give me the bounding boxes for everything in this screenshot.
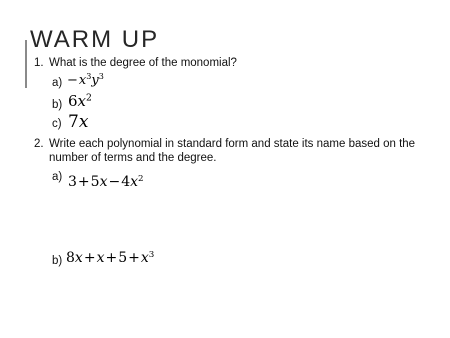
question-1-number: 1. <box>34 57 44 69</box>
question-1-text: What is the degree of the monomial? <box>49 57 237 69</box>
q1-part-c-label: c) <box>52 118 62 130</box>
question-1 <box>34 56 444 72</box>
question-2-number: 2. <box>34 138 44 150</box>
q1-part-a-label: a) <box>52 77 63 89</box>
question-2 <box>34 137 444 167</box>
q1-part-b-expression: $6x^2$ <box>68 92 92 110</box>
slide-title: WARM UP <box>30 26 160 53</box>
q1-part-a-expression: $-x^3y^3$ <box>67 72 104 88</box>
q2-part-b-expression: $8x+x+5+x^3$ <box>66 250 155 267</box>
q2-part-a-label: a) <box>52 171 63 183</box>
q2-part-b-label: b) <box>52 255 63 267</box>
question-2-text: Write each polynomial in standard form and state its name based on the number of terms and the degree. <box>49 138 416 164</box>
title-accent-line <box>25 40 27 88</box>
q2-part-a-expression: $3+5x-4x^2$ <box>68 174 144 191</box>
q1-part-b-label: b) <box>52 99 63 111</box>
q1-part-c-expression: 7x <box>68 112 89 132</box>
